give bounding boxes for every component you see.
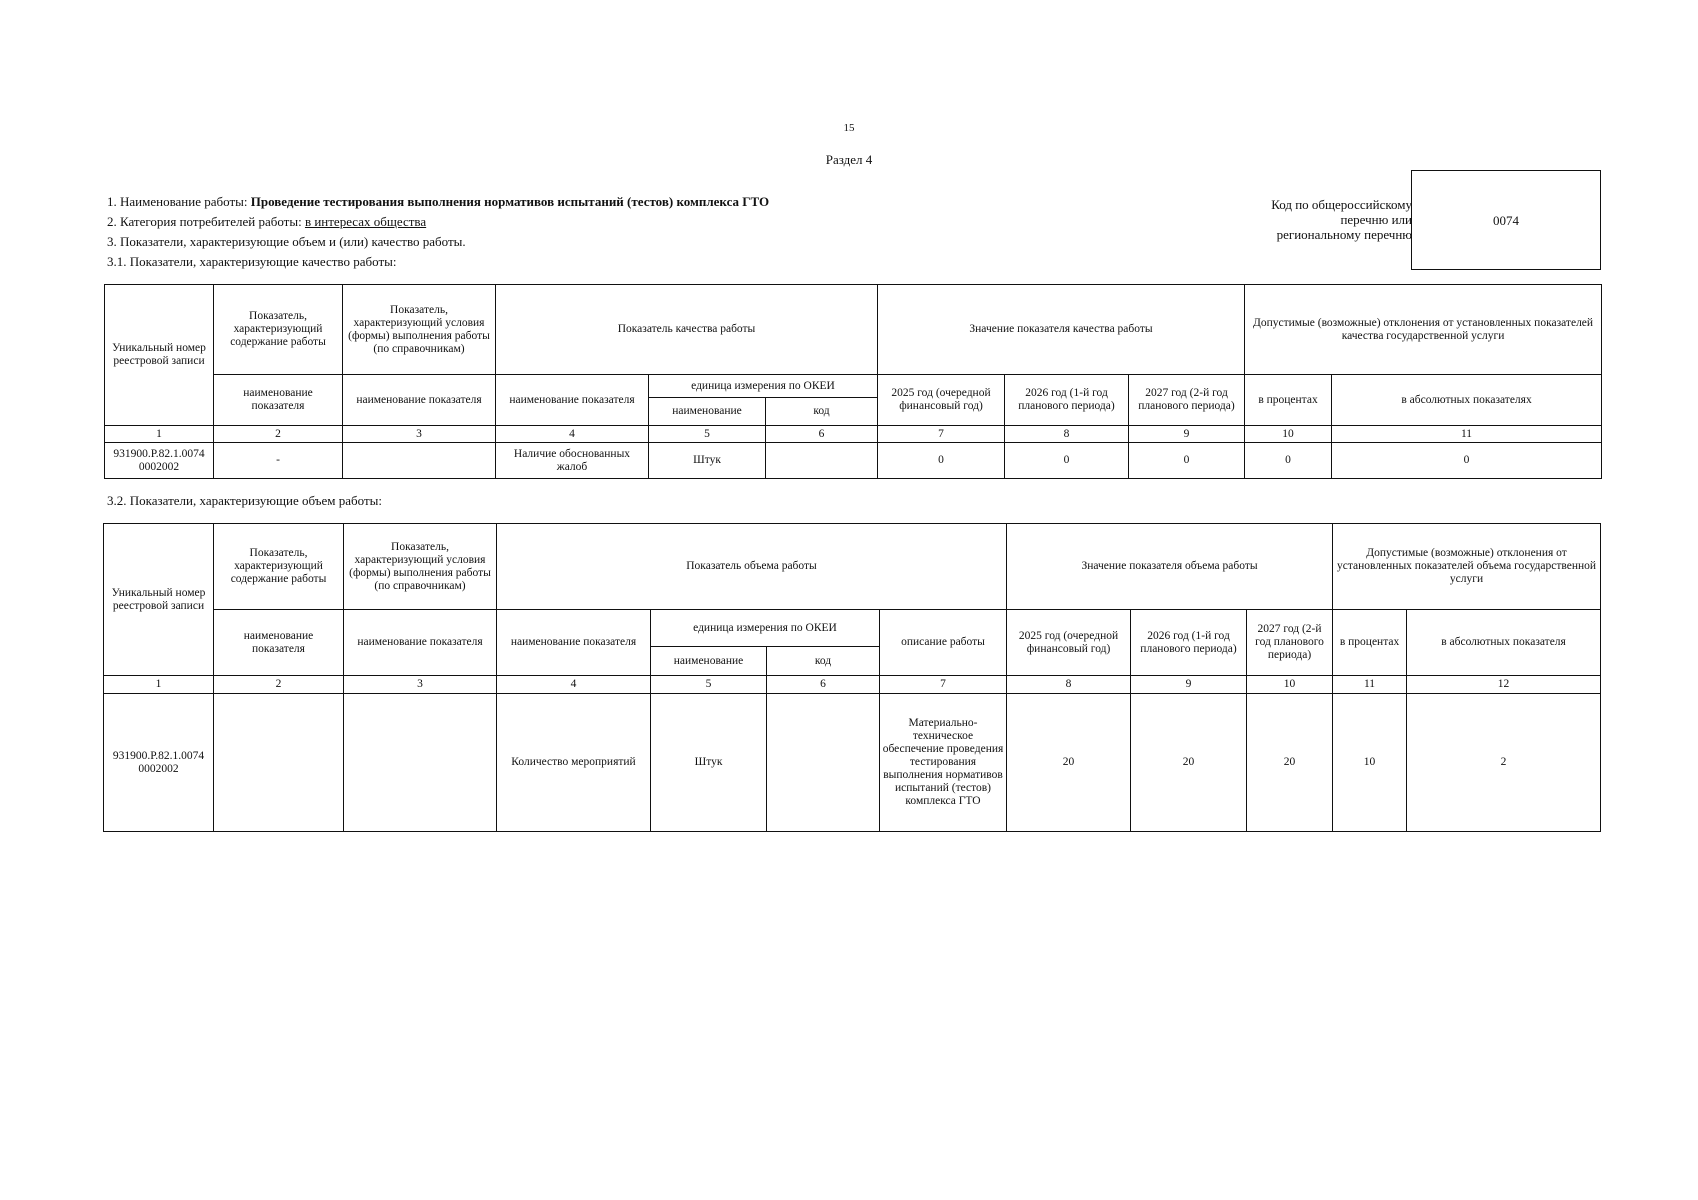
column-number: 8 <box>1007 676 1131 694</box>
header-okei-name: наименование <box>649 398 766 426</box>
header-absolute: в абсолютных показателя <box>1407 610 1601 676</box>
quality-table <box>104 284 1602 479</box>
header-percent: в процентах <box>1245 375 1332 426</box>
column-number: 1 <box>105 426 214 443</box>
header-year-2025: 2025 год (очередной финансовый год) <box>1007 610 1131 676</box>
code-box <box>1411 170 1601 270</box>
cell-percent: 10 <box>1333 694 1407 832</box>
header-name-indicator-short: наименование показателя <box>214 610 344 676</box>
column-number: 10 <box>1247 676 1333 694</box>
code-label-line: региональному перечню <box>1276 227 1412 242</box>
header-absolute: в абсолютных показателях <box>1332 375 1602 426</box>
consumers-value: в интересах общества <box>304 214 427 229</box>
cell-content <box>214 694 344 832</box>
quality-heading: 3.1. Показатели, характеризующие качество работы: <box>107 254 397 269</box>
header-okei-unit: единица измерения по ОКЕИ <box>651 610 880 647</box>
cell-value-2026: 0 <box>1005 443 1129 479</box>
header-year-2027: 2027 год (2-й год планового периода) <box>1247 610 1333 676</box>
column-number: 9 <box>1129 426 1245 443</box>
work-name-line <box>107 194 769 210</box>
code-label-line: Код по общероссийскому <box>1271 197 1412 212</box>
header-year-2027: 2027 год (2-й год планового периода) <box>1129 375 1245 426</box>
column-number: 10 <box>1245 426 1332 443</box>
header-unique-number: Уникальный номер реестровой записи <box>105 285 214 426</box>
header-content-indicator: Показатель, характеризующий содержание работы <box>214 524 344 610</box>
work-name-value: Проведение тестирования выполнения нормативов испытаний (тестов) комплекса ГТО <box>250 194 770 209</box>
cell-value-2027: 0 <box>1129 443 1245 479</box>
column-number: 3 <box>343 426 496 443</box>
column-number: 5 <box>651 676 767 694</box>
column-number: 9 <box>1131 676 1247 694</box>
column-number: 3 <box>344 676 497 694</box>
cell-indicator: Количество мероприятий <box>497 694 651 832</box>
work-name-label: 1. Наименование работы: <box>107 194 251 209</box>
header-okei-code: код <box>766 398 878 426</box>
header-condition-indicator: Показатель, характеризующий условия (формы) выполнения работы (по справочникам) <box>344 524 497 610</box>
cell-indicator: Наличие обоснованных жалоб <box>496 443 649 479</box>
header-percent: в процентах <box>1333 610 1407 676</box>
table-row <box>104 694 1601 832</box>
volume-column-numbers <box>104 676 1601 694</box>
header-name-indicator-2: наименование показателя <box>497 610 651 676</box>
cell-condition <box>343 443 496 479</box>
header-content-indicator: Показатель, характеризующий содержание работы <box>214 285 343 375</box>
column-number: 7 <box>878 426 1005 443</box>
column-number: 6 <box>766 426 878 443</box>
header-value-indicator: Значение показателя качества работы <box>878 285 1245 375</box>
code-label <box>1190 197 1412 242</box>
header-unique-number: Уникальный номер реестровой записи <box>104 524 214 676</box>
header-deviations: Допустимые (возможные) отклонения от установленных показателей объема государственной услуги <box>1333 524 1601 610</box>
page-number: 15 <box>843 122 855 134</box>
quality-column-numbers <box>105 426 1602 443</box>
column-number: 2 <box>214 676 344 694</box>
table-row <box>105 443 1602 479</box>
column-number: 11 <box>1332 426 1602 443</box>
cell-unit-code <box>766 443 878 479</box>
code-label-line: перечню или <box>1340 212 1412 227</box>
header-year-2026: 2026 год (1-й год планового периода) <box>1131 610 1247 676</box>
header-quality-indicator: Показатель качества работы <box>496 285 878 375</box>
cell-value-2025: 0 <box>878 443 1005 479</box>
header-name-indicator: наименование показателя <box>344 610 497 676</box>
volume-subheader-row <box>104 610 1601 647</box>
cell-unique-number: 931900.Р.82.1.0074 0002002 <box>104 694 214 832</box>
column-number: 4 <box>496 426 649 443</box>
column-number: 12 <box>1407 676 1601 694</box>
header-year-2026: 2026 год (1-й год планового периода) <box>1005 375 1129 426</box>
column-number: 8 <box>1005 426 1129 443</box>
header-name-indicator: наименование показателя <box>343 375 496 426</box>
volume-header-row <box>104 524 1601 610</box>
header-okei-code: код <box>767 647 880 676</box>
header-deviations: Допустимые (возможные) отклонения от установленных показателей качества государственной услуги <box>1245 285 1602 375</box>
cell-unit-name: Штук <box>649 443 766 479</box>
column-number: 5 <box>649 426 766 443</box>
header-volume-indicator: Показатель объема работы <box>497 524 1007 610</box>
indicators-heading: 3. Показатели, характеризующие объем и (или) качество работы. <box>107 234 466 249</box>
cell-absolute: 0 <box>1332 443 1602 479</box>
cell-unit-name: Штук <box>651 694 767 832</box>
cell-content: - <box>214 443 343 479</box>
column-number: 11 <box>1333 676 1407 694</box>
header-work-description: описание работы <box>880 610 1007 676</box>
header-okei-unit: единица измерения по ОКЕИ <box>649 375 878 398</box>
header-name-indicator-short: наименование показателя <box>214 375 343 426</box>
column-number: 1 <box>104 676 214 694</box>
column-number: 2 <box>214 426 343 443</box>
header-condition-indicator: Показатель, характеризующий условия (формы) выполнения работы (по справочникам) <box>343 285 496 375</box>
volume-heading: 3.2. Показатели, характеризующие объем работы: <box>107 493 382 508</box>
cell-value-2026: 20 <box>1131 694 1247 832</box>
column-number: 7 <box>880 676 1007 694</box>
cell-description: Материально-техническое обеспечение проведения тестирования выполнения нормативов испытаний (тестов) комплекса ГТО <box>880 694 1007 832</box>
consumers-line <box>107 214 426 230</box>
cell-percent: 0 <box>1245 443 1332 479</box>
quality-subheader-row <box>105 375 1602 398</box>
header-value-indicator: Значение показателя объема работы <box>1007 524 1333 610</box>
column-number: 4 <box>497 676 651 694</box>
header-name-indicator-2: наименование показателя <box>496 375 649 426</box>
cell-unique-number: 931900.Р.82.1.0074 0002002 <box>105 443 214 479</box>
cell-value-2027: 20 <box>1247 694 1333 832</box>
column-number: 6 <box>767 676 880 694</box>
cell-value-2025: 20 <box>1007 694 1131 832</box>
volume-table <box>103 523 1601 832</box>
quality-header-row <box>105 285 1602 375</box>
section-title: Раздел 4 <box>825 152 873 167</box>
code-value: 0074 <box>1493 213 1519 228</box>
cell-unit-code <box>767 694 880 832</box>
cell-condition <box>344 694 497 832</box>
header-year-2025: 2025 год (очередной финансовый год) <box>878 375 1005 426</box>
consumers-label: 2. Категория потребителей работы: <box>107 214 305 229</box>
header-okei-name: наименование <box>651 647 767 676</box>
cell-absolute: 2 <box>1407 694 1601 832</box>
